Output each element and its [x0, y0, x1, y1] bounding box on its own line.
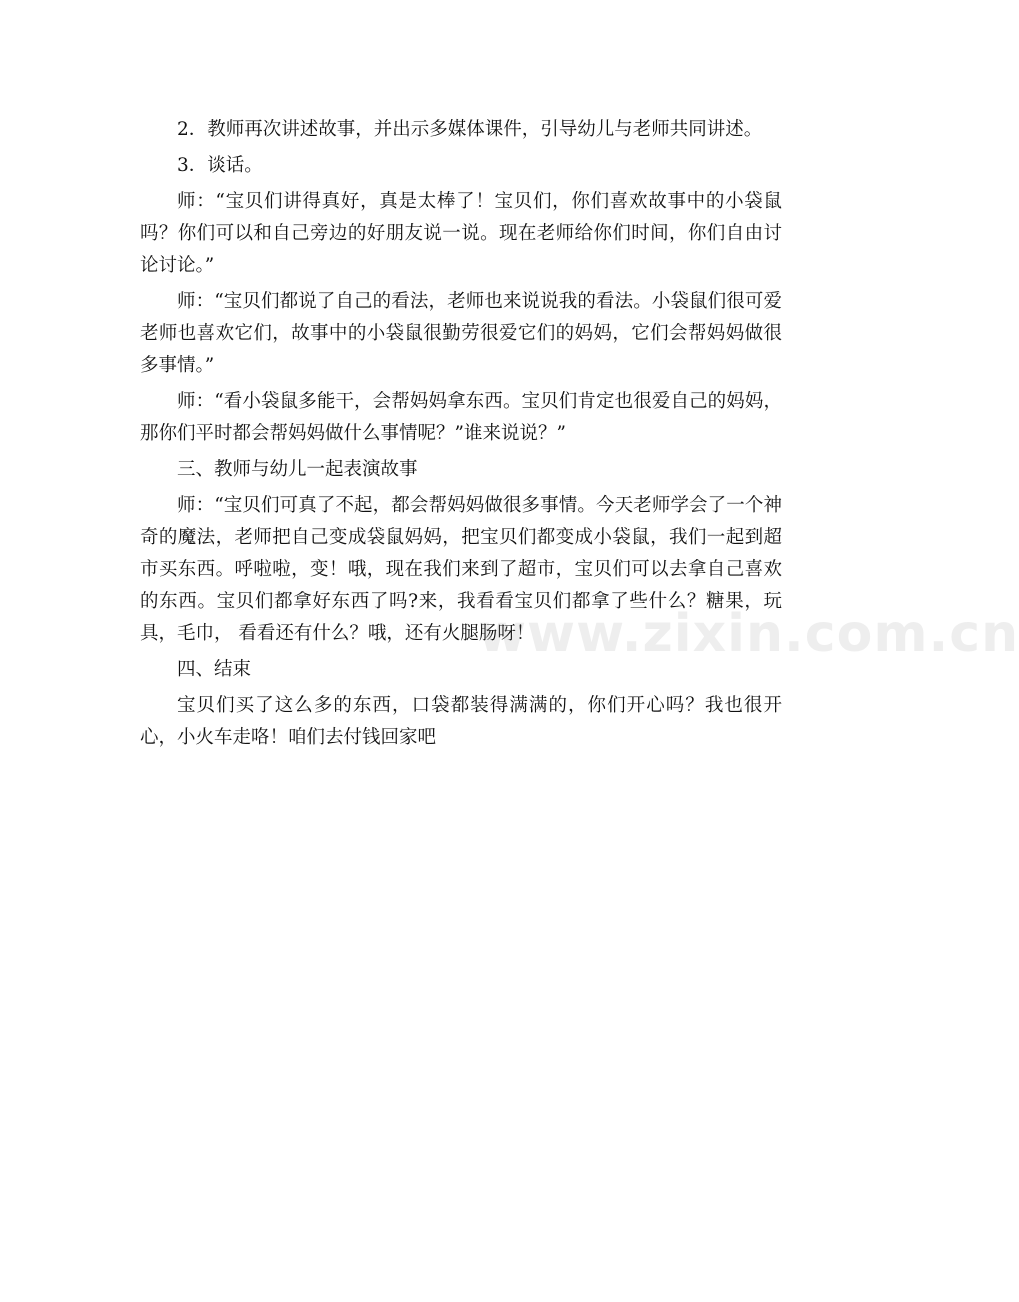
document-body: [140, 114, 782, 758]
paragraph-magic-supermarket: 师：“宝贝们可真了不起，都会帮妈妈做很多事情。今天老师学会了一个神奇的魔法，老师把自己变成袋鼠妈妈，把宝贝们都变成小袋鼠，我们一起到超市买东西。呼啦啦，变！哦，现在我们来到了超市，宝贝们可以去拿自己喜欢的东西。宝贝们都拿好东西了吗?来，我看看宝贝们都拿了些什么？糖果，玩具，毛巾， 看看还有什么？哦，还有火腿肠呀！: [140, 495, 782, 644]
watermark: www.zixin.com.cn: [478, 604, 1019, 664]
paragraph-teacher-opinion: 师：“宝贝们都说了自己的看法，老师也来说说我的看法。小袋鼠们很可爱老师也喜欢它们，故事中的小袋鼠很勤劳很爱它们的妈妈，它们会帮妈妈做很多事情。”: [140, 291, 782, 376]
section-heading-ending: 四、结束: [177, 659, 252, 680]
paragraph-retell-step: 2．教师再次讲述故事，并出示多媒体课件，引导幼儿与老师共同讲述。: [177, 119, 763, 140]
paragraph-teacher-question: 师：“宝贝们讲得真好，真是太棒了！宝贝们，你们喜欢故事中的小袋鼠吗？你们可以和自己旁边的好朋友说一说。现在老师给你们时间，你们自由讨论讨论。”: [140, 191, 782, 276]
paragraph-teacher-help-mom: 师：“看小袋鼠多能干，会帮妈妈拿东西。宝贝们肯定也很爱自己的妈妈，那你们平时都会帮妈妈做什么事情呢？”谁来说说？”: [140, 391, 782, 444]
section-heading-perform: 三、教师与幼儿一起表演故事: [177, 459, 418, 480]
paragraph-talk-heading: 3．谈话。: [177, 155, 263, 176]
paragraph-ending: 宝贝们买了这么多的东西，口袋都装得满满的，你们开心吗？我也很开心，小火车走咯！咱们去付钱回家吧: [140, 695, 782, 748]
